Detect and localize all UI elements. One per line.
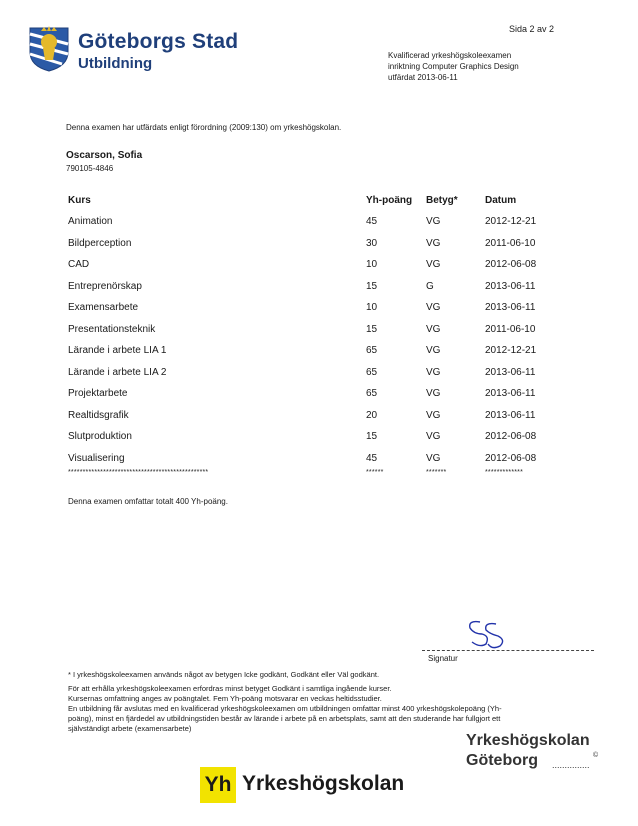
student-id: 790105-4846	[66, 164, 114, 173]
course-points: 65	[366, 388, 378, 400]
course-grade: G	[426, 280, 434, 292]
course-date: 2012-12-21	[485, 216, 537, 228]
exam-info-line: Kvalificerad yrkeshögskoleexamen	[388, 51, 512, 60]
yh-logo-badge: Yh	[200, 767, 236, 803]
course-grade: VG	[426, 388, 441, 400]
course-grade: VG	[426, 409, 441, 421]
course-points: 15	[366, 280, 378, 292]
note-line: Kursernas omfattning anges av poängtalet. Fem Yh-poäng motsvarar en veckas heltidsstudier.	[68, 694, 382, 703]
stars-course: ************************************************	[68, 469, 209, 476]
total-points: Denna examen omfattar totalt 400 Yh-poäng.	[68, 497, 228, 506]
course-name: Bildperception	[68, 237, 132, 249]
course-name: Lärande i arbete LIA 1	[68, 345, 167, 357]
course-date: 2012-12-21	[485, 345, 537, 357]
column-header-course: Kurs	[68, 194, 91, 206]
course-grade: VG	[426, 237, 441, 249]
intro-text: Denna examen har utfärdats enligt förordning (2009:130) om yrkeshögskolan.	[66, 123, 342, 132]
table-row	[68, 211, 575, 233]
course-grade: VG	[426, 259, 441, 271]
course-name: Slutproduktion	[68, 431, 132, 443]
course-points: 45	[366, 216, 378, 228]
course-grade: VG	[426, 452, 441, 464]
course-points: 45	[366, 452, 378, 464]
course-grade: VG	[426, 323, 441, 335]
course-points: 15	[366, 431, 378, 443]
stars-date: *************	[485, 469, 524, 476]
exam-info-line: inriktning Computer Graphics Design	[388, 62, 519, 71]
course-name: Entreprenörskap	[68, 280, 142, 292]
table-row	[68, 362, 575, 384]
course-grade: VG	[426, 366, 441, 378]
org-name: Göteborgs Stad	[78, 30, 239, 53]
course-date: 2013-06-11	[485, 302, 536, 314]
column-header-grade: Betyg*	[426, 194, 458, 206]
course-points: 10	[366, 259, 378, 271]
course-date: 2012-06-08	[485, 452, 537, 464]
course-date: 2013-06-11	[485, 409, 536, 421]
course-grade: VG	[426, 345, 441, 357]
course-grade: VG	[426, 431, 441, 443]
exam-info-line: utfärdat 2013-06-11	[388, 73, 458, 82]
table-row	[68, 254, 575, 276]
course-name: CAD	[68, 259, 90, 271]
school-stamp-line2: Göteborg	[466, 752, 538, 769]
course-name: Lärande i arbete LIA 2	[68, 366, 167, 378]
course-date: 2013-06-11	[485, 388, 536, 400]
table-row	[68, 405, 575, 427]
exam-info	[388, 50, 519, 83]
course-points: 10	[366, 302, 378, 314]
stars-points: ******	[366, 469, 384, 476]
table-row	[68, 383, 575, 405]
table-row	[68, 340, 575, 362]
school-stamp-dots: ...............	[552, 760, 590, 770]
course-name: Examensarbete	[68, 302, 139, 314]
org-subtitle: Utbildning	[78, 55, 153, 72]
course-name: Visualisering	[68, 452, 125, 464]
note-line: För att erhålla yrkeshögskoleexamen erfordras minst betyget Godkänt i samtliga ingående kurser.	[68, 684, 392, 693]
table-row	[68, 233, 575, 255]
table-row	[68, 276, 575, 298]
course-name: Realtidsgrafik	[68, 409, 129, 421]
course-name: Animation	[68, 216, 113, 228]
table-row	[68, 319, 575, 341]
course-date: 2012-06-08	[485, 259, 537, 271]
column-header-date: Datum	[485, 194, 517, 206]
course-points: 65	[366, 345, 378, 357]
course-date: 2013-06-11	[485, 280, 536, 292]
table-end-row	[68, 469, 575, 483]
course-grade: VG	[426, 302, 441, 314]
signature-line	[422, 650, 594, 651]
copyright-mark: ©	[593, 752, 599, 759]
page-number: Sida 2 av 2	[508, 24, 554, 34]
table-row	[68, 426, 575, 448]
table-header-row	[68, 189, 575, 211]
course-date: 2012-06-08	[485, 431, 537, 443]
yh-logo-text: Yrkeshögskolan	[242, 772, 405, 795]
course-points: 30	[366, 237, 378, 249]
grade-footnote: * I yrkeshögskoleexamen används något av betygen Icke godkänt, Godkänt eller Väl godkänt.	[68, 670, 380, 679]
course-points: 65	[366, 366, 378, 378]
course-points: 20	[366, 409, 378, 421]
course-name: Presentationsteknik	[68, 323, 156, 335]
table-row	[68, 448, 575, 470]
course-name: Projektarbete	[68, 388, 128, 400]
note-line: En utbildning får avslutas med en kvalificerad yrkeshögskoleexamen om utbildningen omfattar minst 400 yrkeshögskolepoäng (Yh-poäng), minst en fjärdedel av utbildningstiden består av lärande i arbete på en arbetsplats, samt att den studerande har fullgjort ett självständigt arbete (examensarbete)	[68, 704, 502, 733]
signature	[460, 616, 516, 652]
school-stamp-line1: Yrkeshögskolan	[466, 732, 590, 749]
course-grade: VG	[426, 216, 441, 228]
course-date: 2013-06-11	[485, 366, 536, 378]
exam-notes	[68, 684, 518, 734]
course-date: 2011-06-10	[485, 323, 536, 335]
table-row	[68, 297, 575, 319]
student-name: Oscarson, Sofia	[66, 150, 143, 161]
course-date: 2011-06-10	[485, 237, 536, 249]
stars-grade: *******	[426, 469, 447, 476]
course-table	[68, 189, 575, 483]
column-header-points: Yh-poäng	[366, 194, 413, 206]
course-points: 15	[366, 323, 378, 335]
city-crest-logo	[28, 26, 70, 72]
signature-label: Signatur	[428, 654, 458, 663]
